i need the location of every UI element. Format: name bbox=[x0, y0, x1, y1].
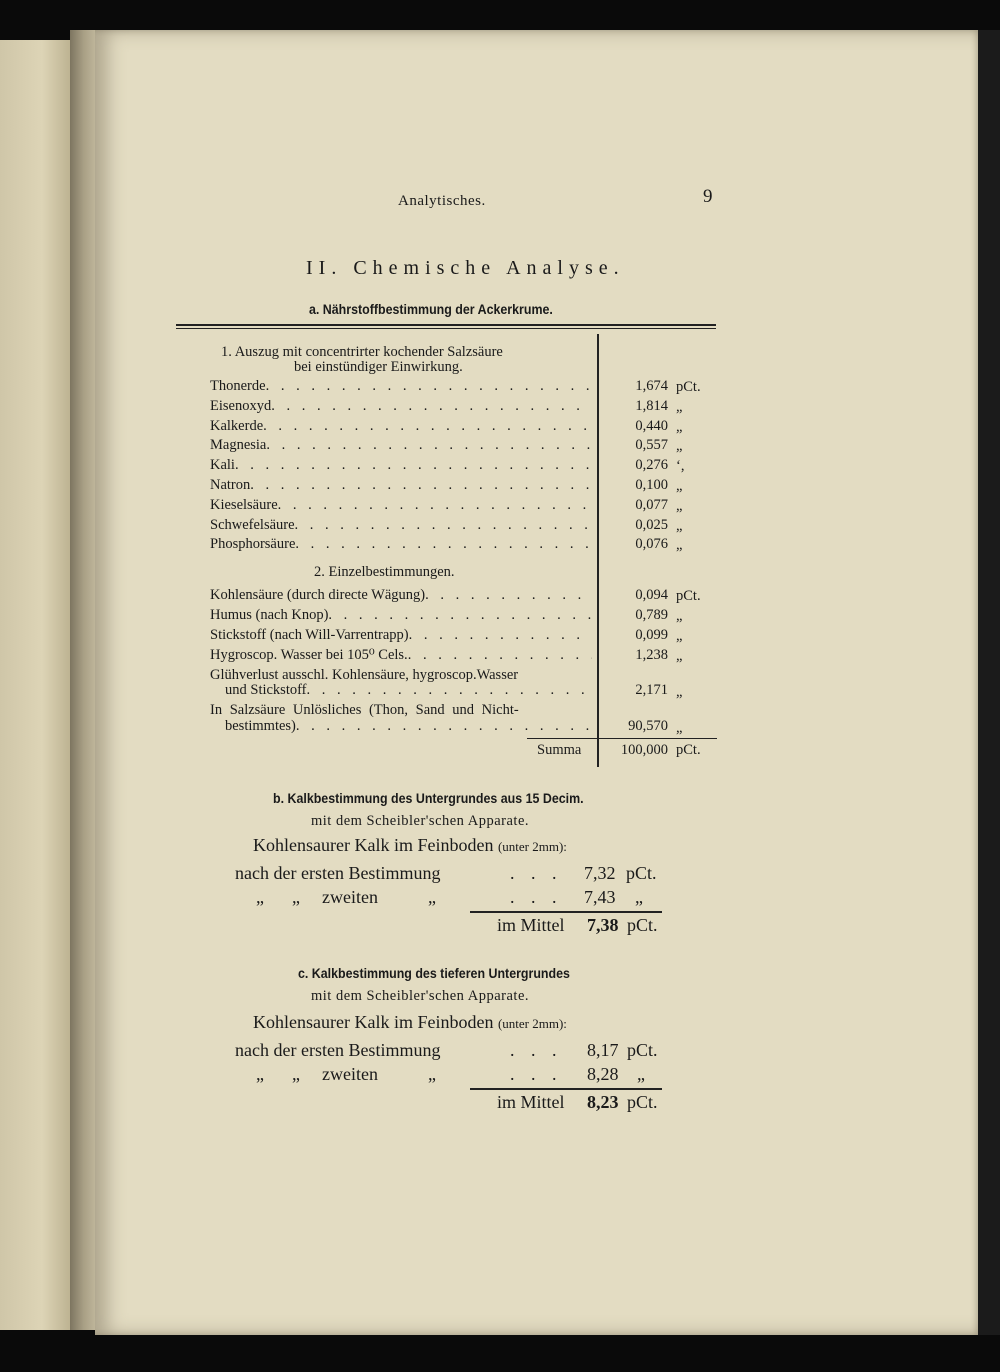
table-row bbox=[210, 418, 592, 435]
part-b-sum-rule bbox=[470, 911, 662, 913]
part-c-mean-unit: pCt. bbox=[627, 1092, 658, 1112]
row-unit: „ bbox=[676, 628, 683, 644]
part-b-main-text: Kohlensaurer Kalk im Feinboden bbox=[253, 835, 494, 855]
row-label: Schwefelsäure bbox=[210, 516, 295, 533]
part-c-main-note: (unter 2mm): bbox=[497, 1016, 567, 1031]
row-value: 1,238 bbox=[635, 647, 668, 663]
table-row bbox=[210, 607, 592, 624]
part-c-second-value: 8,28 bbox=[587, 1064, 619, 1084]
part-c-mean-label: im Mittel bbox=[497, 1092, 565, 1112]
row-label: Hygroscop. Wasser bei 105⁰ Cels. bbox=[210, 647, 408, 663]
group1-title-line1: 1. Auszug mit concentrirter kochender Salzsäure bbox=[221, 344, 503, 360]
part-c-second-unit: „ bbox=[637, 1064, 645, 1084]
leader-dots bbox=[263, 418, 592, 435]
row-unit: pCt. bbox=[676, 379, 701, 395]
unloesliches-line1: In Salzsäure Unlösliches (Thon, Sand und Nicht- bbox=[210, 702, 519, 718]
part-c-first-unit: pCt. bbox=[627, 1040, 658, 1060]
unloesliches-line2: bestimmtes) bbox=[225, 718, 296, 734]
row-value: 0,076 bbox=[635, 536, 668, 553]
part-c-first-dots: . . . bbox=[510, 1040, 563, 1060]
part-c-main-text: Kohlensaurer Kalk im Feinboden bbox=[253, 1012, 494, 1032]
row-label: Kieselsäure bbox=[210, 496, 278, 513]
gluehverlust-unit: „ bbox=[676, 684, 683, 700]
part-c-main-line bbox=[253, 1012, 567, 1033]
table-row bbox=[210, 587, 592, 604]
leader-dots bbox=[295, 536, 592, 553]
part-c-first-value: 8,17 bbox=[587, 1040, 619, 1060]
leader-dots bbox=[328, 607, 592, 624]
row-unit: „ bbox=[676, 398, 683, 415]
book-cover-edge bbox=[978, 30, 1000, 1335]
row-value: 0,094 bbox=[635, 587, 668, 603]
part-b-second-quote3: „ bbox=[428, 887, 436, 907]
part-b-mean-unit: pCt. bbox=[627, 915, 658, 935]
part-b-second-value: 7,43 bbox=[584, 887, 616, 907]
unloesliches-unit: „ bbox=[676, 720, 683, 736]
row-label: Kohlensäure (durch directe Wägung) bbox=[210, 587, 426, 603]
leader-dots bbox=[307, 682, 593, 699]
part-c-subtitle: mit dem Scheibler'schen Apparate. bbox=[311, 988, 530, 1004]
page-number: 9 bbox=[703, 186, 713, 207]
leader-dots bbox=[266, 437, 592, 454]
table-row bbox=[210, 627, 592, 644]
table-column-divider bbox=[597, 334, 599, 767]
leader-dots bbox=[425, 587, 592, 604]
row-label: Thonerde bbox=[210, 378, 266, 394]
part-b-main-line bbox=[253, 835, 567, 856]
part-b-second-unit: „ bbox=[635, 887, 643, 907]
gluehverlust-value: 2,171 bbox=[635, 682, 668, 698]
row-label: Natron bbox=[210, 477, 251, 493]
row-label: Kalkerde bbox=[210, 417, 264, 434]
leader-dots bbox=[235, 457, 592, 474]
left-page-edge bbox=[0, 40, 70, 1330]
row-value: 1,814 bbox=[635, 397, 668, 414]
row-label: Magnesia bbox=[210, 437, 267, 454]
row-unit: „ bbox=[676, 608, 683, 624]
part-b-second-quote1: „ bbox=[256, 887, 264, 907]
leader-dots bbox=[409, 627, 592, 644]
row-value: 0,099 bbox=[635, 627, 668, 643]
part-b-first-dots: . . . bbox=[510, 863, 563, 883]
part-c-first-label: nach der ersten Bestimmung bbox=[235, 1040, 441, 1060]
table-top-rule-thin bbox=[176, 328, 716, 329]
part-b-first-label: nach der ersten Bestimmung bbox=[235, 863, 441, 883]
row-unit: ‘, bbox=[676, 458, 685, 475]
leader-dots bbox=[295, 517, 592, 534]
table-row bbox=[210, 457, 592, 474]
section-title: II. Chemische Analyse. bbox=[306, 257, 625, 279]
table-row bbox=[210, 477, 592, 494]
gluehverlust-line2-row bbox=[225, 682, 592, 699]
row-value: 0,557 bbox=[635, 437, 668, 454]
row-value: 0,789 bbox=[635, 607, 668, 623]
part-c-second-quote2: „ bbox=[292, 1064, 300, 1084]
table-row bbox=[210, 647, 592, 664]
table-row bbox=[210, 398, 592, 415]
part-b-first-unit: pCt. bbox=[626, 863, 657, 883]
summa-unit: pCt. bbox=[676, 742, 701, 758]
row-value: 0,025 bbox=[635, 516, 668, 533]
unloesliches-value: 90,570 bbox=[628, 718, 668, 734]
row-unit: „ bbox=[676, 648, 683, 664]
part-a-heading: a. Nährstoffbestimmung der Ackerkrume. bbox=[309, 302, 553, 317]
leader-dots bbox=[278, 497, 592, 514]
row-value: 0,440 bbox=[635, 417, 668, 434]
row-label: Phosphorsäure bbox=[210, 536, 296, 553]
part-b-heading: b. Kalkbestimmung des Untergrundes aus 15 Decim. bbox=[273, 791, 584, 806]
row-value: 0,077 bbox=[635, 496, 668, 513]
table-row bbox=[210, 517, 592, 534]
row-label: Stickstoff (nach Will-Varrentrapp) bbox=[210, 627, 409, 643]
gluehverlust-line2: und Stickstoff bbox=[225, 682, 307, 698]
part-c-sum-rule bbox=[470, 1088, 662, 1090]
gluehverlust-line1: Glühverlust ausschl. Kohlensäure, hygroscop.Wasser bbox=[210, 667, 519, 683]
row-label: Eisenoxyd bbox=[210, 397, 272, 414]
row-unit: „ bbox=[676, 478, 683, 494]
group2-title: 2. Einzelbestimmungen. bbox=[314, 564, 455, 580]
part-b-second-word: zweiten bbox=[322, 887, 378, 907]
row-label: Humus (nach Knop) bbox=[210, 607, 329, 623]
leader-dots bbox=[266, 378, 592, 395]
row-label: Kali bbox=[210, 457, 235, 474]
part-c-second-quote1: „ bbox=[256, 1064, 264, 1084]
part-c-second-quote3: „ bbox=[428, 1064, 436, 1084]
part-c-heading: c. Kalkbestimmung des tieferen Untergrundes bbox=[298, 966, 570, 981]
leader-dots bbox=[271, 398, 592, 415]
group1-title-line2: bei einstündiger Einwirkung. bbox=[294, 359, 463, 375]
row-unit: „ bbox=[676, 418, 683, 435]
part-b-subtitle: mit dem Scheibler'schen Apparate. bbox=[311, 813, 530, 829]
part-b-main-note: (unter 2mm): bbox=[497, 839, 567, 854]
part-b-first-value: 7,32 bbox=[584, 863, 616, 883]
leader-dots bbox=[296, 718, 592, 735]
row-value: 1,674 bbox=[635, 378, 668, 394]
table-row bbox=[210, 497, 592, 514]
row-value: 0,276 bbox=[635, 457, 668, 474]
part-c-second-dots: . . . bbox=[510, 1064, 563, 1084]
part-b-mean-label: im Mittel bbox=[497, 915, 565, 935]
part-c-second-word: zweiten bbox=[322, 1064, 378, 1084]
part-b-second-quote2: „ bbox=[292, 887, 300, 907]
row-unit: pCt. bbox=[676, 588, 701, 604]
summa-label: Summa bbox=[537, 742, 582, 758]
table-row bbox=[210, 536, 592, 553]
row-value: 0,100 bbox=[635, 477, 668, 493]
part-b-mean-value: 7,38 bbox=[587, 915, 619, 935]
unloesliches-line2-row bbox=[225, 718, 592, 735]
row-unit: „ bbox=[676, 497, 683, 514]
leader-dots bbox=[408, 647, 592, 664]
table-row bbox=[210, 378, 592, 395]
row-unit: „ bbox=[676, 438, 683, 455]
leader-dots bbox=[250, 477, 592, 494]
table-top-rule bbox=[176, 324, 716, 326]
table-row bbox=[210, 437, 592, 454]
row-unit: „ bbox=[676, 537, 683, 554]
summa-rule bbox=[527, 738, 717, 739]
part-b-second-dots: . . . bbox=[510, 887, 563, 907]
part-c-mean-value: 8,23 bbox=[587, 1092, 619, 1112]
row-unit: „ bbox=[676, 517, 683, 534]
summa-value: 100,000 bbox=[620, 742, 668, 758]
running-title: Analytisches. bbox=[398, 193, 486, 209]
